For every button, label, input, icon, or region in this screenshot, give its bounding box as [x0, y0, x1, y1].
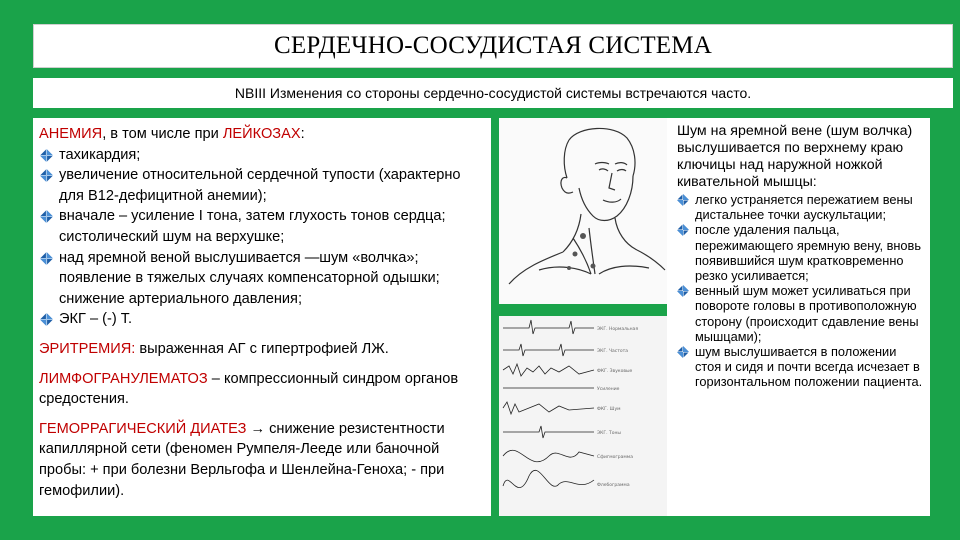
bullet-text: ЭКГ – (-) Т.: [59, 311, 133, 328]
list-item: [39, 165, 483, 206]
lymph-paragraph: [39, 369, 483, 410]
anemia-heading: [39, 124, 483, 145]
hemorrhagic-paragraph: [39, 419, 483, 501]
right-text-panel: [667, 118, 930, 516]
list-item: [39, 309, 483, 330]
anemia-title: АНЕМИЯ: [39, 126, 103, 142]
svg-text:Флебограмма: Флебограмма: [597, 483, 630, 488]
bullet-text: шум выслушивается в положении стоя и сидя и почти всегда исчезает в горизонтальном положении пациента.: [695, 344, 923, 390]
bullet-text: тахикардия;: [59, 146, 141, 163]
bullet-text: легко устраняется пережатием вены дистальнее точки аускультации;: [695, 192, 913, 223]
bullet-text: над яремной веной выслушивается —шум «волчка»; появление в тяжелых случаях компенсаторной одышки; снижение артериального давления;: [59, 249, 440, 307]
svg-text:ЭКГ. Тоны: ЭКГ. Тоны: [597, 431, 621, 436]
list-item: [677, 192, 924, 222]
diamond-bullet-icon: [677, 285, 689, 297]
list-item: [39, 206, 483, 247]
anemia-end: :: [300, 126, 305, 142]
diamond-bullet-icon: [40, 252, 53, 265]
diamond-bullet-icon: [40, 169, 53, 182]
ecg-illustration: [499, 316, 667, 516]
erythremia-title: ЭРИТРЕМИЯ:: [39, 340, 136, 357]
leukosis-title: ЛЕЙКОЗАХ: [222, 126, 301, 142]
bullet-text: венный шум может усиливаться при повороте головы в противоположную сторону (происходит сдавление вены мышцами);: [695, 283, 919, 344]
svg-text:ЭКГ. Частота: ЭКГ. Частота: [597, 349, 629, 354]
lymph-text: – компрессионный синдром органов средостения.: [39, 370, 459, 408]
svg-text:ФКГ. Звуковые: ФКГ. Звуковые: [597, 369, 633, 374]
diamond-bullet-icon: [40, 149, 53, 162]
slide-title: СЕРДЕЧНО-СОСУДИСТАЯ СИСТЕМА: [274, 32, 712, 59]
hemorrhagic-text: → снижение резистентности капиллярной сети (феномен Румпеля-Лееде или баночной пробы: + при болезни Верльгофа и Шенлейна-Геноха; - при гемофилии).: [39, 420, 445, 499]
list-item: [677, 222, 924, 283]
list-item: [39, 248, 483, 310]
list-item: [39, 145, 483, 166]
bullet-text: после удаления пальца, пережимающего яремную вену, вновь появившийся шум кратковременно резко усиливается;: [695, 222, 922, 284]
subtitle-box: [33, 78, 953, 108]
ecg-traces-icon: [499, 316, 667, 516]
erythremia-text: выраженная АГ с гипертрофией ЛЖ.: [135, 340, 389, 357]
head-neck-illustration: [499, 118, 667, 304]
slide-subtitle: NBIII Изменения со стороны сердечно-сосудистой системы встречаются часто.: [234, 85, 752, 101]
list-item: [677, 283, 924, 344]
lymph-title: ЛИМФОГРАНУЛЕМАТОЗ: [39, 370, 208, 387]
diamond-bullet-icon: [677, 346, 689, 358]
svg-text:Усиление: Усиление: [597, 387, 620, 392]
list-item: [677, 344, 924, 390]
head-illustration-icon: [499, 118, 667, 304]
bullet-text: увеличение относительной сердечной тупости (характерно для В12-дефицитной анемии);: [59, 167, 461, 204]
svg-text:ЭКГ. Нормальная: ЭКГ. Нормальная: [597, 327, 639, 332]
erythremia-paragraph: [39, 339, 483, 360]
svg-text:ФКГ. Шум: ФКГ. Шум: [597, 407, 621, 412]
title-box: [33, 24, 953, 68]
diamond-bullet-icon: [677, 194, 689, 206]
bullet-text: вначале – усиление I тона, затем глухость тонов сердца; систолический шум на верхушке;: [59, 208, 446, 245]
hemorrhagic-title: ГЕМОРРАГИЧЕСКИЙ ДИАТЕЗ: [39, 420, 247, 437]
svg-text:Сфигмограмма: Сфигмограмма: [597, 455, 633, 460]
anemia-mid: , в том числе при: [102, 126, 223, 142]
diamond-bullet-icon: [40, 313, 53, 326]
diamond-bullet-icon: [40, 210, 53, 223]
left-text-panel: [33, 118, 491, 516]
diamond-bullet-icon: [677, 224, 689, 236]
right-intro: Шум на яремной вене (шум волчка) выслушивается по верхнему краю ключицы над наружной ножкой кивательной мышцы:: [677, 123, 913, 190]
